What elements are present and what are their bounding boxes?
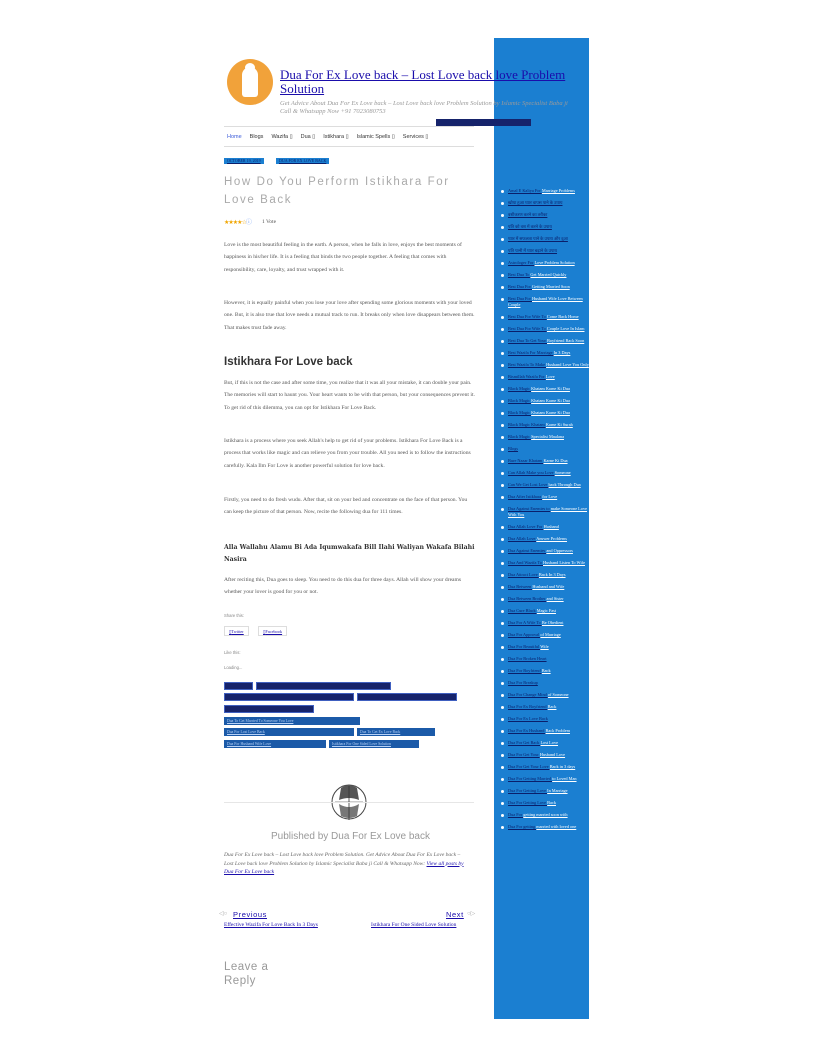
sidebar-link[interactable]: Dua For Approval (508, 632, 541, 637)
sidebar-item[interactable] (494, 422, 589, 428)
sidebar-link-part[interactable]: Love (545, 374, 555, 379)
sidebar-link-part[interactable]: Husband and Wife (532, 584, 565, 589)
sidebar-item[interactable] (494, 212, 589, 218)
sidebar-link[interactable]: प्यार में सफलता पाने के उपाय और दुआ (508, 236, 568, 241)
sidebar-link[interactable]: Dua For Getting Love (508, 800, 548, 805)
related-link[interactable]: Dua For Husband Wife Love (224, 740, 326, 748)
sidebar-link[interactable]: Dua And Wazifa To (508, 560, 543, 565)
sidebar-link[interactable]: Can We Get Lost Love (508, 482, 549, 487)
next-post-title[interactable]: Istikhara For One Sided Love Solution (371, 922, 457, 928)
sidebar-link-part[interactable]: of Someone (547, 692, 569, 697)
next-arrow-icon: ○▷ (467, 911, 476, 917)
sidebar-item[interactable] (494, 410, 589, 416)
sidebar-item[interactable] (494, 296, 589, 308)
sidebar-link-part[interactable]: Karne Ki Dua (543, 458, 568, 463)
sidebar-link[interactable]: वशीकरण करने का तरीका (508, 212, 548, 217)
author-divider (224, 802, 474, 803)
sidebar-link[interactable]: Black Magic (508, 434, 532, 439)
sidebar-item[interactable] (494, 800, 589, 806)
sidebar-link-part[interactable]: Back (547, 704, 557, 709)
sidebar-link-part[interactable]: Be Obedient (541, 620, 564, 625)
sidebar-link[interactable]: Dua For Getting Love (508, 788, 548, 793)
sidebar-item[interactable] (494, 764, 589, 770)
prev-arrow-icon: ◁○ (219, 911, 228, 917)
like-label: Like this: (224, 650, 241, 655)
sidebar-link[interactable]: Dua For Getting Married (508, 776, 553, 781)
sidebar-link[interactable]: Dua For Get Your Love (508, 764, 550, 769)
sidebar-item[interactable] (494, 812, 589, 818)
sidebar-link[interactable]: Dua For Change Mind (508, 692, 548, 697)
sidebar-link-part[interactable]: Back In 3 Days (538, 572, 566, 577)
sidebar-item[interactable] (494, 644, 589, 650)
sidebar-link[interactable]: Black Magic Khatam (508, 422, 546, 427)
sidebar-item[interactable] (494, 248, 589, 254)
sidebar-link-part[interactable]: Karne Ki Surah (545, 422, 573, 427)
sidebar-link-part[interactable]: for Love (542, 494, 558, 499)
nav-item[interactable]: Wazifa ▯ (271, 134, 293, 140)
sidebar-link[interactable]: Dua Cure Black (508, 608, 537, 613)
logo-figure (242, 67, 258, 97)
site-tagline: Get Advice About Dua For Ex Love back – Lost Love back love Problem Solution by Islamic Specialist Baba ji Call & Whatsapp Now +91 7023080753 (280, 100, 568, 115)
related-pill[interactable] (256, 682, 391, 690)
related-pill[interactable] (357, 693, 457, 701)
sidebar-link[interactable]: Black Magic (508, 386, 532, 391)
star-icons[interactable]: ★★★★☆ (224, 220, 246, 226)
sidebar-item[interactable] (494, 398, 589, 404)
sidebar-link-part[interactable]: Khatam Karne Ki Dua (531, 398, 570, 403)
sidebar-item[interactable] (494, 188, 589, 194)
author-description (224, 851, 464, 877)
sidebar-link-part[interactable]: Khatam Karne Ki Dua (531, 410, 570, 415)
sidebar-item[interactable] (494, 506, 589, 518)
sidebar-link-part[interactable]: Specialist Maulana (531, 434, 564, 439)
sidebar-item[interactable] (494, 776, 589, 782)
sidebar-link-part[interactable]: Boyfriend Back Soon (547, 338, 585, 343)
sidebar-link-part[interactable]: Someone (554, 470, 571, 475)
sidebar-link[interactable]: Bure Nazar Khatam (508, 458, 544, 463)
published-by: Published by Dua For Ex Love back (271, 831, 430, 842)
next-link[interactable]: Next (446, 910, 464, 919)
sidebar-link[interactable]: Dua For getting (508, 824, 537, 829)
sidebar-link[interactable]: Dua For Ex Husband (508, 728, 546, 733)
sidebar-link[interactable]: Dua Attract Love (508, 572, 539, 577)
sidebar-item[interactable] (494, 788, 589, 794)
sidebar-link[interactable]: Can Allah Make you Love (508, 470, 555, 475)
sidebar-list (494, 38, 589, 830)
sidebar-link-part[interactable]: Come Back Home (546, 314, 579, 319)
sidebar-link-part[interactable]: back Through Dua (548, 482, 581, 487)
sidebar-link[interactable]: Best Dua To Get Your (508, 338, 548, 343)
sidebar-item[interactable] (494, 740, 589, 746)
sidebar-item[interactable] (494, 200, 589, 206)
sidebar-item[interactable] (494, 338, 589, 344)
sidebar-link[interactable]: Dua Against Enemies to (508, 506, 551, 511)
sidebar-link-part[interactable]: Getting Married Soon (532, 284, 570, 289)
nav-item[interactable]: Islamic Spells ▯ (356, 134, 395, 140)
sidebar-item[interactable] (494, 752, 589, 758)
sidebar-link[interactable]: Dua Between Brother (508, 596, 547, 601)
related-link[interactable]: Dua To Get Married To Someone You Love (224, 717, 360, 725)
sidebar-link-part[interactable]: Husband Love You Only (546, 362, 589, 367)
sidebar-link[interactable]: Astrologer For (508, 260, 535, 265)
sidebar-link[interactable]: Best Wazifa To Make (508, 362, 547, 367)
sidebar-item[interactable] (494, 326, 589, 332)
sidebar-link-part[interactable]: Husband Wife Love Between Couple (508, 296, 583, 307)
sidebar-link[interactable]: Dua For A Wife To (508, 620, 542, 625)
sidebar-item[interactable] (494, 824, 589, 830)
nav-divider (224, 146, 474, 147)
sidebar-link-part[interactable]: Back in 3 days (549, 764, 576, 769)
sidebar-link-part[interactable]: getting married soon with (523, 812, 568, 817)
dua-text: Alla Wallahu Alamu Bi Ada Iqumwakafa Bill Ilahi Waliyan Wakafa Bilahi Nasira (224, 544, 475, 563)
sidebar-link[interactable]: Dua Against Enemies (508, 548, 547, 553)
sidebar-item[interactable] (494, 716, 589, 722)
sidebar-item[interactable] (494, 314, 589, 320)
section-heading: Istikhara For Love back (224, 356, 353, 368)
loading-label: Loading... (224, 665, 243, 670)
info-icon[interactable]: ⓘ (245, 220, 251, 226)
sidebar-item[interactable] (494, 482, 589, 488)
sidebar-item[interactable] (494, 572, 589, 578)
sidebar-link-part[interactable]: Back (541, 668, 551, 673)
leave-reply-heading: Leave a Reply (224, 961, 269, 987)
sidebar-item[interactable] (494, 704, 589, 710)
related-pill[interactable] (224, 693, 354, 701)
sidebar-item[interactable] (494, 362, 589, 368)
sidebar-item[interactable] (494, 284, 589, 290)
sidebar-link[interactable]: Dua For Broken Heart (508, 656, 547, 661)
sidebar-link[interactable]: Best Dua For Wife To (508, 314, 547, 319)
sidebar-item[interactable] (494, 470, 589, 476)
sidebar-link[interactable]: Dua Allah Love (508, 536, 537, 541)
sidebar-link[interactable]: Best Dua For (508, 284, 532, 289)
sidebar-item[interactable] (494, 656, 589, 662)
nav-item[interactable]: Blogs (249, 134, 264, 140)
sidebar-link[interactable]: पति पत्नी में प्यार बढ़ाने के उपाय (508, 248, 558, 253)
sidebar-link-part[interactable]: Husband Listen To Wife (543, 560, 585, 565)
paragraph: Firstly, you need to do fresh wudu. After that, sit on your bed and concentrate on the face of that person. You can keep the picture of that person. Now, recite the following dua for 111 times. (224, 497, 468, 516)
sidebar-link[interactable]: Best Dua To (508, 272, 531, 277)
paragraph: Istikhara is a process where you seek Allah's help to get rid of your problems. Istikhara For Love Back is a process that works like magic and can relieve you from your trouble. All you need is to follow the instructions carefully. Kala Ilm For Love is another powerful solution for love back. (224, 438, 471, 469)
sidebar-item[interactable] (494, 596, 589, 602)
sidebar-link[interactable]: Dua For Get Your (508, 752, 540, 757)
twitter-share-button[interactable]: ▯Twitter (224, 626, 249, 636)
sidebar-item[interactable] (494, 620, 589, 626)
sidebar-link-part[interactable]: Back Problem (545, 728, 570, 733)
sidebar-link-part[interactable]: Couple Love In Islam (546, 326, 585, 331)
sidebar-item[interactable] (494, 632, 589, 638)
sidebar-link[interactable]: Dua For Boyfriend (508, 668, 542, 673)
sidebar-link[interactable]: Best Dua For (508, 296, 532, 301)
sidebar-link-part[interactable]: Get Married Quickly (530, 272, 567, 277)
related-link[interactable]: Istikhara For One Sided Love Solution (329, 740, 419, 748)
site-title[interactable]: Dua For Ex Love back – Lost Love back love Problem Solution (280, 67, 566, 96)
sidebar-item[interactable] (494, 680, 589, 686)
sidebar-link-part[interactable]: Answer Problems (536, 536, 567, 541)
sidebar-item[interactable] (494, 668, 589, 674)
related-pill[interactable] (224, 705, 314, 713)
sidebar-link[interactable]: Black Magic (508, 410, 532, 415)
sidebar-link-part[interactable]: and Sister (546, 596, 564, 601)
paragraph: After reciting this, Dua goes to sleep. You need to do this dua for three days. Allah will show your dreams whether your lover is good for you or not. (224, 577, 462, 596)
sidebar-item[interactable] (494, 374, 589, 380)
sidebar-link-part[interactable]: to Loved Man (552, 776, 577, 781)
nav-item[interactable]: Home (227, 134, 242, 140)
sidebar-link-part[interactable]: Back (547, 800, 556, 805)
header-dark-button[interactable] (436, 119, 531, 126)
sidebar-link[interactable]: Amal E Kaliya For (508, 188, 542, 193)
sidebar-link[interactable]: Dua For Ex Love Back (508, 716, 548, 721)
sidebar-link-part[interactable]: Love Problem Solution (534, 260, 575, 265)
sidebar-link-part[interactable]: Magic Fast (536, 608, 556, 613)
view-all-posts-link[interactable]: View all posts by Dua For Ex Love back (224, 860, 464, 875)
sidebar-item[interactable] (494, 548, 589, 554)
sidebar-link[interactable]: Dua For (508, 812, 524, 817)
sidebar-item[interactable] (494, 728, 589, 734)
sidebar-link[interactable]: Blogs (508, 446, 519, 451)
sidebar-link[interactable]: Dua Between (508, 584, 533, 589)
sidebar-item[interactable] (494, 524, 589, 530)
sidebar-link-part[interactable]: make Someone Love With You (508, 506, 588, 517)
rating-stars[interactable] (224, 217, 251, 226)
sidebar-link[interactable]: Black Magic (508, 398, 532, 403)
sidebar-item[interactable] (494, 494, 589, 500)
sidebar-link[interactable]: Bismillah Wazifa For (508, 374, 546, 379)
sidebar-link-part[interactable]: Lost Love (540, 740, 559, 745)
nav-item[interactable]: Istikhara ▯ (323, 134, 349, 140)
related-link[interactable]: Dua For Lost Love Back (224, 728, 354, 736)
sidebar-link-part[interactable]: Husband (543, 524, 559, 529)
paragraph: Love is the most beautiful feeling in the earth. A person, when he falls in love, enjoys the best moments of happiness in his/her life. It is a feeling that binds the two people together. A feeling that comes with responsibility, care, loyalty, and trust wrapped with it. (224, 242, 462, 273)
sidebar (494, 38, 589, 1019)
sidebar-link[interactable]: Dua For Ex Boyfriend (508, 704, 548, 709)
sidebar-link[interactable]: Best Dua For Wife To (508, 326, 547, 331)
sidebar-link-part[interactable]: In 3 Days (553, 350, 571, 355)
sidebar-link-part[interactable]: Marriage Problems (541, 188, 575, 193)
sidebar-link-part[interactable]: Khatam Karne Ki Dua (531, 386, 570, 391)
sidebar-item[interactable] (494, 272, 589, 278)
post-date-tag[interactable]: OCTOBER 19, 2019 (224, 158, 264, 164)
sidebar-link-part[interactable]: Wife (540, 644, 549, 649)
sidebar-link[interactable]: पति को वश में करने के उपाय (508, 224, 552, 229)
sidebar-item[interactable] (494, 608, 589, 614)
sidebar-link[interactable]: Dua For Breakup (508, 680, 538, 685)
sidebar-item[interactable] (494, 260, 589, 266)
sidebar-item[interactable] (494, 446, 589, 452)
post-category-tag[interactable]: DUA FOR EX LOVE BACK (276, 158, 329, 164)
related-pill[interactable] (224, 682, 253, 690)
sidebar-link[interactable]: Dua For Get Back (508, 740, 541, 745)
sidebar-link-part[interactable]: married with loved one (536, 824, 577, 829)
previous-post-title[interactable]: Effective Wazifa For Love Back In 3 Days (224, 922, 318, 928)
sidebar-item[interactable] (494, 584, 589, 590)
sidebar-link[interactable]: Dua For Beautiful (508, 644, 541, 649)
sidebar-link-part[interactable]: Husband Love (539, 752, 566, 757)
sidebar-item[interactable] (494, 560, 589, 566)
post-title: How Do You Perform Istikhara For Love Back (224, 176, 450, 206)
header-divider (224, 126, 474, 127)
facebook-share-button[interactable]: ▯Facebook (258, 626, 287, 636)
nav-item[interactable]: Dua ▯ (300, 134, 316, 140)
paragraph: However, it is equally painful when you lose your love after spending some glorious moments with your loved one. But, it is also true that love needs a mutual track to run. It breaks only when love disappears between them. That makes trust fade away. (224, 300, 475, 331)
sidebar-link-part[interactable]: of Marriage (540, 632, 561, 637)
related-link[interactable]: Dua To Get Ex Love Back (357, 728, 435, 736)
sidebar-link-part[interactable]: and Oppressors (546, 548, 573, 553)
sidebar-item[interactable] (494, 236, 589, 242)
sidebar-link[interactable]: Dua Allah Love For (508, 524, 544, 529)
sidebar-link[interactable]: Best Wazifa For Marriage (508, 350, 554, 355)
sidebar-item[interactable] (494, 350, 589, 356)
sidebar-item[interactable] (494, 386, 589, 392)
sidebar-link[interactable]: Dua After Istikhara (508, 494, 543, 499)
twitter-label: Twitter (231, 629, 244, 634)
facebook-label: Facebook (265, 629, 283, 634)
sidebar-item[interactable] (494, 434, 589, 440)
sidebar-item[interactable] (494, 692, 589, 698)
sidebar-link[interactable]: ख़ोया हुआ प्यार वापस पाने के उपाय (508, 200, 563, 205)
sidebar-item[interactable] (494, 458, 589, 464)
sidebar-link-part[interactable]: In Marriage (547, 788, 568, 793)
site-logo[interactable] (227, 59, 273, 105)
sidebar-item[interactable] (494, 224, 589, 230)
previous-link[interactable]: Previous (233, 910, 267, 919)
paragraph: But, if this is not the case and after some time, you realize that it was all your mistake, it can double your pain. The memories will start to haunt you. Your heart wants to be with that person, but your consequences prevent it. To get rid of this dilemma, you can opt for Istikhara For Love Back. (224, 380, 475, 411)
main-nav (227, 134, 428, 140)
vote-count: 1 Vote (262, 219, 277, 225)
sidebar-item[interactable] (494, 536, 589, 542)
author-bio: Dua For Ex Love back – Lost Love back love Problem Solution. Get Advice About Dua For Ex Love back – Lost Love back love Problem Solution by Islamic Specialist Baba ji Call & Whatsapp Now: (224, 852, 461, 867)
share-label: Share this: (224, 613, 245, 618)
nav-item[interactable]: Services ▯ (402, 134, 429, 140)
